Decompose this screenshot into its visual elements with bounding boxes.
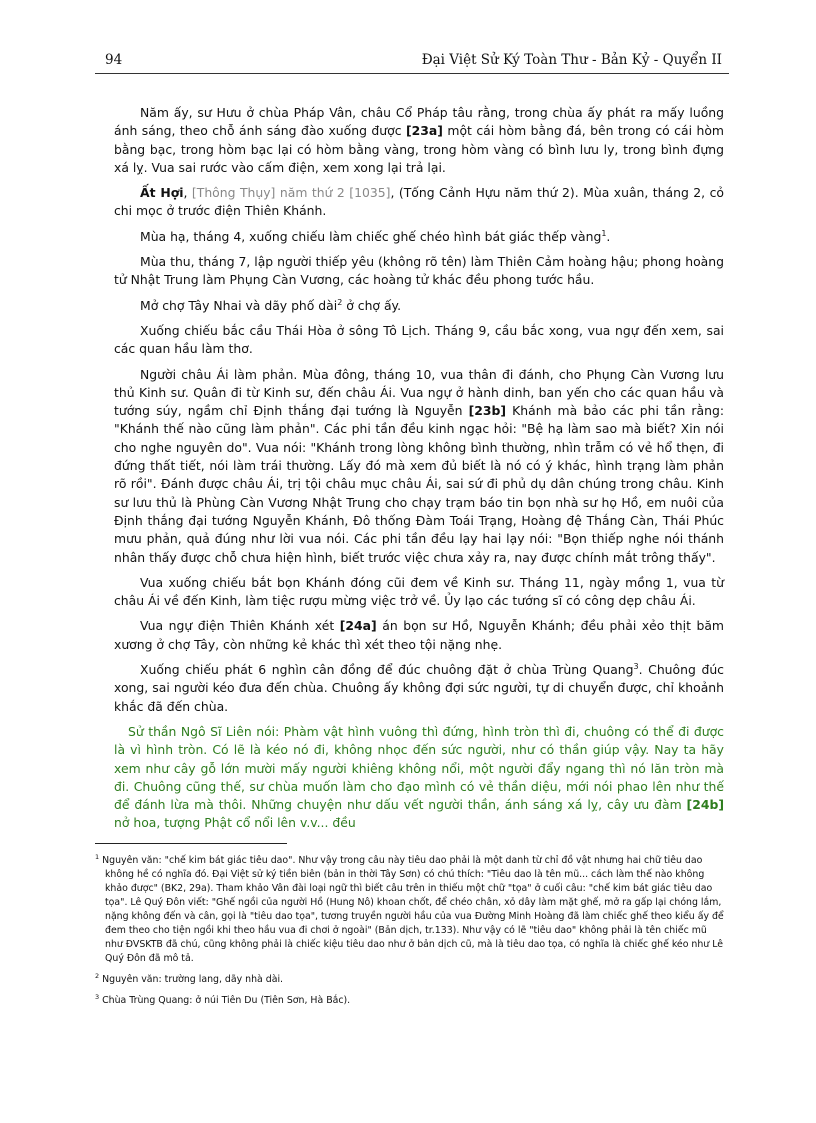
paragraph: Người châu Ái làm phản. Mùa đông, tháng 10, vua thân đi đánh, cho Phụng Càn Vương lưu thủ Kinh sư. Quân đi từ Kinh sư, đến châu Ái. Vua ngự ở hành dinh, ban yến cho các quan hầu và tướng súy, ngầm chỉ Định thắng đại tướng là Nguyễn [23b] Khánh mà bảo các phi tần rằng: "Khánh thế nào cũng làm phản". Các phi tần đều kinh ngạc hỏi: "Bệ hạ làm sao mà biết? Xin nói cho nghe nguyên do". Vua nói: "Khánh trong lòng không bình thường, nhìn trẫm có vẻ hổ thẹn, đi đứng thất tiết, nói làm trái thường. Lấy đó mà xem đủ biết là nó có ý khác, hình trạng làm phản rõ rồi". Đánh được châu Ái, trị tội châu mục châu Ái, sai sứ đi phủ dụ dân chúng trong châu. Kinh sư lưu thủ là Phùng Càn Vương Nhật Trung cho chạy trạm báo tin bọn nhà sư họ Hồ, em nuôi của Định thắng đại tướng Nguyễn Khánh, Đô thống Đàm Toái Trạng, Hoàng đệ Thắng Càn, Thái Phúc mưu phản, quả đúng như lời vua nói. Các phi tần đều lạy hai lạy nói: "Bọn thiếp nghe nói thánh nhân thấy được chỗ chưa hiện hình, biết trước việc chưa xảy ra, nay được chính mắt trông thấy". [114, 366, 725, 565]
paragraph: Vua xuống chiếu bắt bọn Khánh đóng cũi đem về Kinh sư. Tháng 11, ngày mồng 1, vua từ châu Ái về đến Kinh, làm tiệc rượu mừng việc trở về. Ủy lạo các tướng sĩ có công dẹp châu Ái. [114, 574, 724, 609]
main-text [114, 104, 724, 840]
footnote-divider [95, 843, 287, 844]
footnote-ref[interactable]: 3 [633, 661, 639, 671]
page-marker: [23b] [468, 403, 507, 419]
paragraph: Xuống chiếu bắc cầu Thái Hòa ở sông Tô Lịch. Tháng 9, cầu bắc xong, vua ngự đến xem, sai các quan hầu làm thơ. [114, 322, 724, 357]
footnotes [95, 854, 727, 1015]
paragraph: Mở chợ Tây Nhai và dãy phố dài$^2$ ở chợ ấy. [140, 297, 402, 313]
historian-commentary: Sử thần Ngô Sĩ Liên nói: Phàm vật hình vuông thì đứng, hình tròn thì đi, chuông có thể đi được là vì hình tròn. Có lẽ là kéo nó đi, không nhọc đến sức người, như có thần giúp vậy. Nay ta hãy xem như cây gỗ lớn mười mấy người khiêng không nổi, một người đẩy ngang thì nó lăn tròn mà đi. Chuông cũng thế, sư chùa muốn làm cho đạo mình có vẻ thần diệu, mới nói phao lên như thế để đánh lừa mà thôi. Những chuyện như dấu vết người thần, ánh sáng xá lỵ, cây ưu đàm [24b] nở hoa, tượng Phật cổ nổi lên v.v... đều [114, 723, 724, 831]
footnote: $^2$ Nguyên văn: trường lang, dãy nhà dài. [95, 971, 284, 985]
paragraph: Năm ấy, sư Hưu ở chùa Pháp Vân, châu Cổ Pháp tâu rằng, trong chùa ấy phát ra mấy luồng ánh sáng, theo chỗ ánh sáng đào xuống được [23a] một cái hòm bằng đá, bên trong có cái hòm bằng bạc, trong hòm bạc lại có hòm bằng vàng, trong hòm vàng có bình lưu ly, trong bình đựng xá lỵ. Vua sai rước vào cấm điện, xem xong lại trả lại. [114, 105, 724, 175]
page-number: 94 [105, 52, 123, 68]
page-marker: [24a] [339, 618, 377, 634]
footnote: $^3$ Chùa Trùng Quang: ở núi Tiên Du (Tiên Sơn, Hà Bắc). [95, 992, 351, 1006]
era-bracket: [Thông Thụy] năm thứ 2 [1035] [191, 185, 391, 201]
footnote-number: 2 [95, 971, 100, 980]
footnote-number: 1 [95, 852, 100, 861]
footnote-ref[interactable]: 1 [601, 228, 607, 238]
running-header [95, 52, 730, 72]
paragraph: Xuống chiếu phát 6 nghìn cân đồng để đúc chuông đặt ở chùa Trùng Quang$^3$. Chuông đúc xong, sai người kéo đưa đến chùa. Chuông ấy không đợi sức người, tự di chuyển được, chỉ khoảnh khắc đã đến chùa. [114, 661, 724, 714]
paragraph: Mùa hạ, tháng 4, xuống chiếu làm chiếc ghế chéo hình bát giác thếp vàng$^1$. [140, 228, 611, 244]
footnote: $^1$ Nguyên văn: "chế kim bát giác tiêu dao". Như vậy trong câu này tiêu dao phải là một danh từ chỉ đồ vật nhưng hai chữ tiêu dao không hề có nghĩa đó. Đại Việt sử ký tiền biên (bản in thời Tây Sơn) có chú thích: "Tiêu dao là tên mũ... cách làm thế nào không khảo được" (BK2, 29a). Tham khảo Vân đài loại ngữ thì biết câu trên in thiếu một chữ "tọa" ở cuối câu: "chế kim bát giác tiêu dao tọa". Lê Quý Đôn viết: "Ghế ngồi của người Hồ (Hung Nô) khoan chốt, để chéo chân, xỏ dây làm mặt ghế, mở ra gấp lại chóng lắm, nặng không đến và cân, gọi là "tiêu dao tọa", tương truyền người hầu của vua Đường Minh Hoàng đã làm chiếc ghế theo kiểu ấy để đem theo cho tiện ngồi khi theo hầu vua đi chơi ở ngoài" (Bản dịch, tr.133). Như vậy có lẽ "tiêu dao" không phải là tên chiếc mũ như ĐVSKTB đã chú, cũng không phải là chiếc kiệu tiêu dao như ở bản dịch cũ, mà là tiêu dao tọa, có nghĩa là chiếc ghế kéo như Lê Quý Đôn đã mô tả. [95, 852, 724, 964]
year-heading: Ất Hợi [140, 185, 184, 201]
page-marker: [23a] [405, 123, 443, 139]
paragraph: Ất Hợi, [Thông Thụy] năm thứ 2 [1035], (Tống Cảnh Hựu năm thứ 2). Mùa xuân, tháng 2, cỏ chi mọc ở trước điện Thiên Khánh. [114, 185, 724, 219]
footnote-number: 3 [95, 992, 100, 1001]
running-title: Đại Việt Sử Ký Toàn Thư - Bản Kỷ - Quyển II [421, 52, 722, 68]
paragraph: Vua ngự điện Thiên Khánh xét [24a] án bọn sư Hồ, Nguyễn Khánh; đều phải xẻo thịt băm xương ở chợ Tây, còn những kẻ khác thì xét theo tội nặng nhẹ. [114, 618, 725, 652]
paragraph: Mùa thu, tháng 7, lập người thiếp yêu (không rõ tên) làm Thiên Cảm hoàng hậu; phong hoàng tử Nhật Trung làm Phụng Càn Vương, các hoàng tử khác đều phong tước hầu. [114, 254, 724, 288]
header-divider [95, 73, 729, 74]
footnote-ref[interactable]: 2 [337, 297, 343, 307]
page-marker: [24b] [686, 797, 724, 813]
